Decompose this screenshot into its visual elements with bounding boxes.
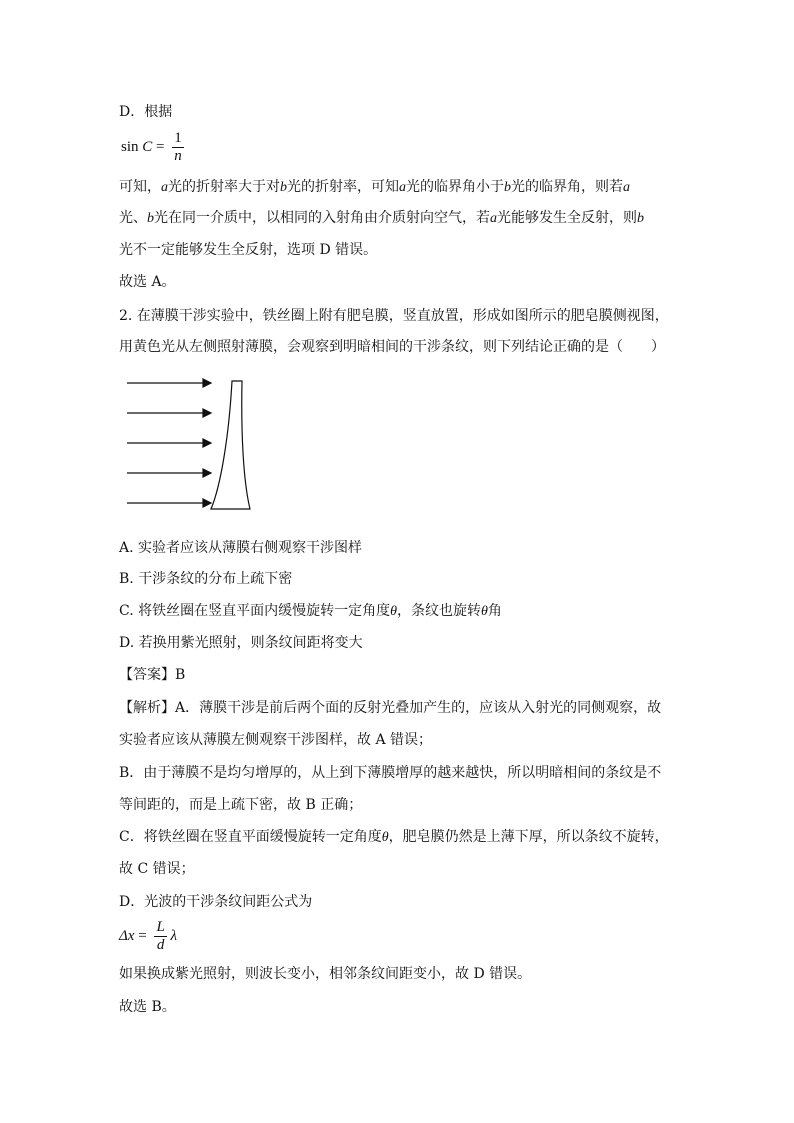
arrowhead-5 — [203, 499, 211, 507]
option-a: A. 实验者应该从薄膜右侧观察干涉图样 — [119, 540, 363, 556]
answer-label: 【答案】B — [119, 667, 186, 683]
prev-explain-line-3: 光不一定能够发生全反射，选项 D 错误。 — [119, 242, 378, 258]
question-stem-line-1: 2. 在薄膜干涉实验中，铁丝圈上附有肥皂膜，竖直放置，形成如图所示的肥皂膜侧视图， — [119, 308, 669, 324]
option-b: B. 干涉条纹的分布上疏下密 — [119, 571, 293, 587]
soap-film-diagram — [125, 375, 255, 515]
prev-explain-line-1: 可知，a光的折射率大于对b光的折射率，可知a光的临界角小于b光的临界角，则若a — [119, 179, 630, 195]
answer-choose: 故选 B。 — [119, 999, 176, 1015]
arrowhead-4 — [203, 469, 211, 477]
formula-fraction-2 — [154, 919, 166, 954]
option-c: C. 将铁丝圈在竖直平面内缓慢旋转一定角度θ，条纹也旋转θ角 — [119, 603, 502, 619]
arrowhead-1 — [203, 379, 211, 387]
analysis-c-line-1: C．将铁丝圈在竖直平面缓慢旋转一定角度θ，肥皂膜仍然是上薄下厚，所以条纹不旋转， — [119, 829, 669, 845]
formula-sin: sin — [121, 138, 139, 155]
incident-light-arrows — [127, 379, 211, 507]
fraction-numerator: 1 — [174, 130, 182, 146]
formula-sin-c — [121, 130, 184, 165]
fraction-denominator-d: d — [156, 937, 165, 953]
arrowhead-2 — [203, 409, 211, 417]
fraction-denominator: n — [174, 148, 182, 164]
analysis-d-result: 如果换成紫光照射，则波长变小，相邻条纹间距变小，故 D 错误。 — [119, 966, 532, 982]
formula-fraction — [172, 130, 184, 165]
fraction-numerator-l: L — [156, 919, 165, 935]
question-stem-line-2: 用黄色光从左侧照射薄膜，会观察到明暗相间的干涉条纹，则下列结论正确的是（ ） — [119, 339, 665, 355]
analysis-line-2: 实验者应该从薄膜左侧观察干涉图样，故 A 错误； — [119, 732, 433, 748]
analysis-line-1: 【解析】A．薄膜干涉是前后两个面的反射光叠加产生的，应该从入射光的同侧观察，故 — [119, 700, 662, 716]
option-d: D. 若换用紫光照射，则条纹间距将变大 — [119, 635, 363, 651]
formula-var-c: C — [142, 138, 153, 155]
soap-film-figure — [125, 375, 255, 519]
formula-delta-x — [119, 919, 177, 954]
prev-explain-line-2: 光、b光在同一介质中，以相同的入射角由介质射向空气，若a光能够发生全反射，则b — [119, 210, 644, 226]
analysis-line-4: 等间距的，而是上疏下密，故 B 正确； — [119, 797, 363, 813]
formula-delta-x-lhs: Δx — [119, 927, 135, 944]
analysis-line-3: B．由于薄膜不是均匀增厚的，从上到下薄膜增厚的越来越快，所以明暗相间的条纹是不 — [119, 765, 662, 781]
formula-eq-2: = — [138, 927, 147, 944]
analysis-d-intro: D．光波的干涉条纹间距公式为 — [119, 894, 313, 910]
prev-choose: 故选 A。 — [119, 274, 176, 290]
prev-d-intro: D．根据 — [119, 104, 173, 120]
analysis-c-line-2: 故 C 错误； — [119, 861, 195, 877]
soap-film-shape — [211, 381, 250, 509]
arrowhead-3 — [203, 439, 211, 447]
formula-eq: = — [156, 138, 165, 155]
formula-lambda: λ — [170, 927, 178, 944]
